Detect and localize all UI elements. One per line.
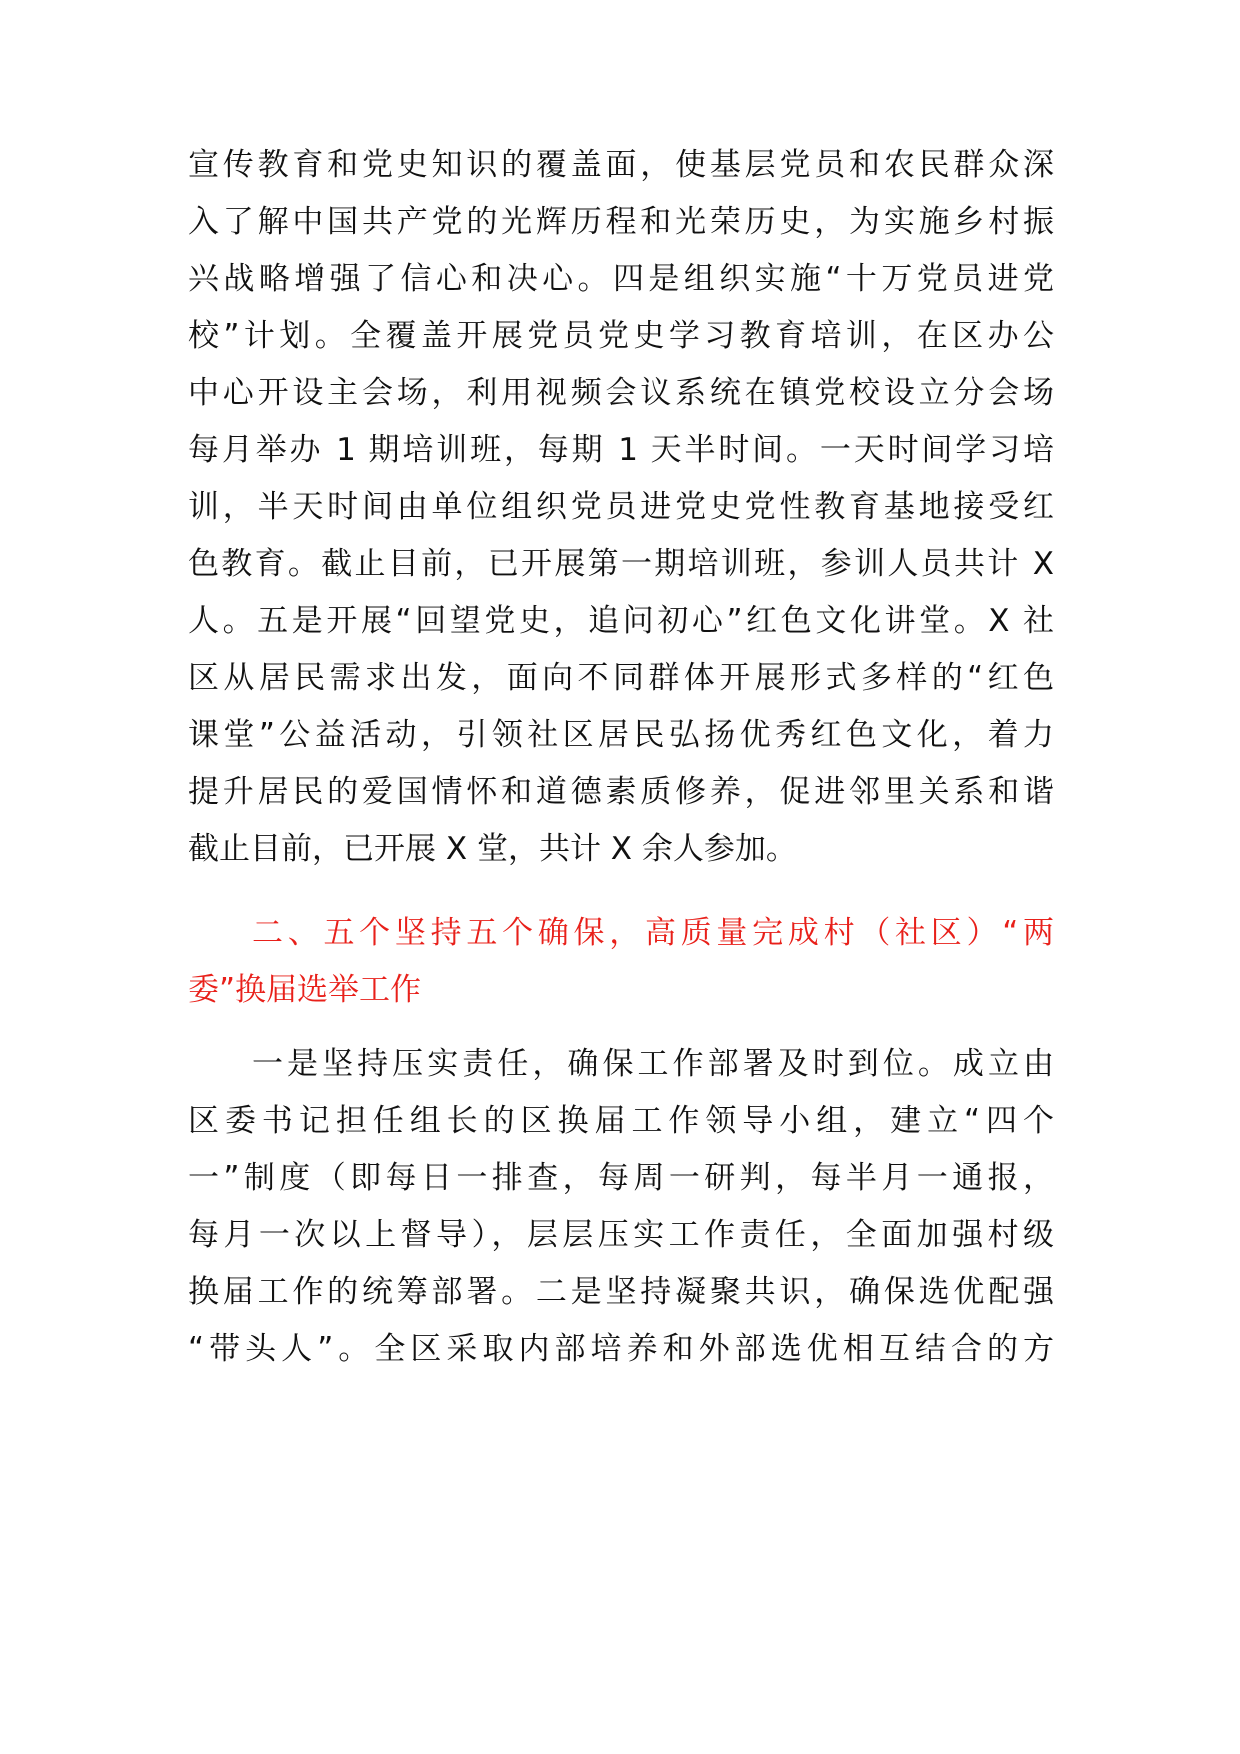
heading-line: 委”换届选举工作 — [188, 972, 422, 1008]
text-line: 宣传教育和党史知识的覆盖面，使基层党员和农民群众深 — [188, 147, 1054, 183]
text-line: 入了解中国共产党的光辉历程和光荣历史，为实施乡村振 — [188, 204, 1054, 240]
text-line: 训，半天时间由单位组织党员进党史党性教育基地接受红 — [188, 489, 1054, 525]
heading-line: 二、五个坚持五个确保，高质量完成村（社区）“两 — [252, 915, 1054, 951]
text-line: 校”计划。全覆盖开展党员党史学习教育培训，在区办公 — [188, 318, 1054, 354]
text-line: 中心开设主会场，利用视频会议系统在镇党校设立分会场 — [188, 375, 1054, 411]
text-line: 每月一次以上督导），层层压实工作责任，全面加强村级 — [188, 1217, 1054, 1253]
text-line: 区委书记担任组长的区换届工作领导小组，建立“四个 — [188, 1103, 1054, 1139]
text-line: “带头人”。全区采取内部培养和外部选优相互结合的方 — [188, 1331, 1054, 1367]
text-line: 区从居民需求出发，面向不同群体开展形式多样的“红色 — [188, 660, 1054, 696]
text-line: 色教育。截止目前，已开展第一期培训班，参训人员共计 X — [188, 546, 1054, 582]
text-line: 兴战略增强了信心和决心。四是组织实施“十万党员进党 — [188, 261, 1054, 297]
text-line: 每月举办 1 期培训班，每期 1 天半时间。一天时间学习培 — [188, 432, 1054, 468]
text-line: 一是坚持压实责任，确保工作部署及时到位。成立由 — [252, 1046, 1054, 1082]
text-line: 人。五是开展“回望党史，追问初心”红色文化讲堂。X 社 — [188, 603, 1054, 639]
text-line: 课堂”公益活动，引领社区居民弘扬优秀红色文化，着力 — [188, 717, 1054, 753]
text-line: 提升居民的爱国情怀和道德素质修养，促进邻里关系和谐 — [188, 774, 1054, 810]
text-line: 换届工作的统筹部署。二是坚持凝聚共识，确保选优配强 — [188, 1274, 1054, 1310]
text-line: 截止目前，已开展 X 堂，共计 X 余人参加。 — [188, 831, 797, 867]
text-line: 一”制度（即每日一排查，每周一研判，每半月一通报， — [188, 1160, 1054, 1196]
